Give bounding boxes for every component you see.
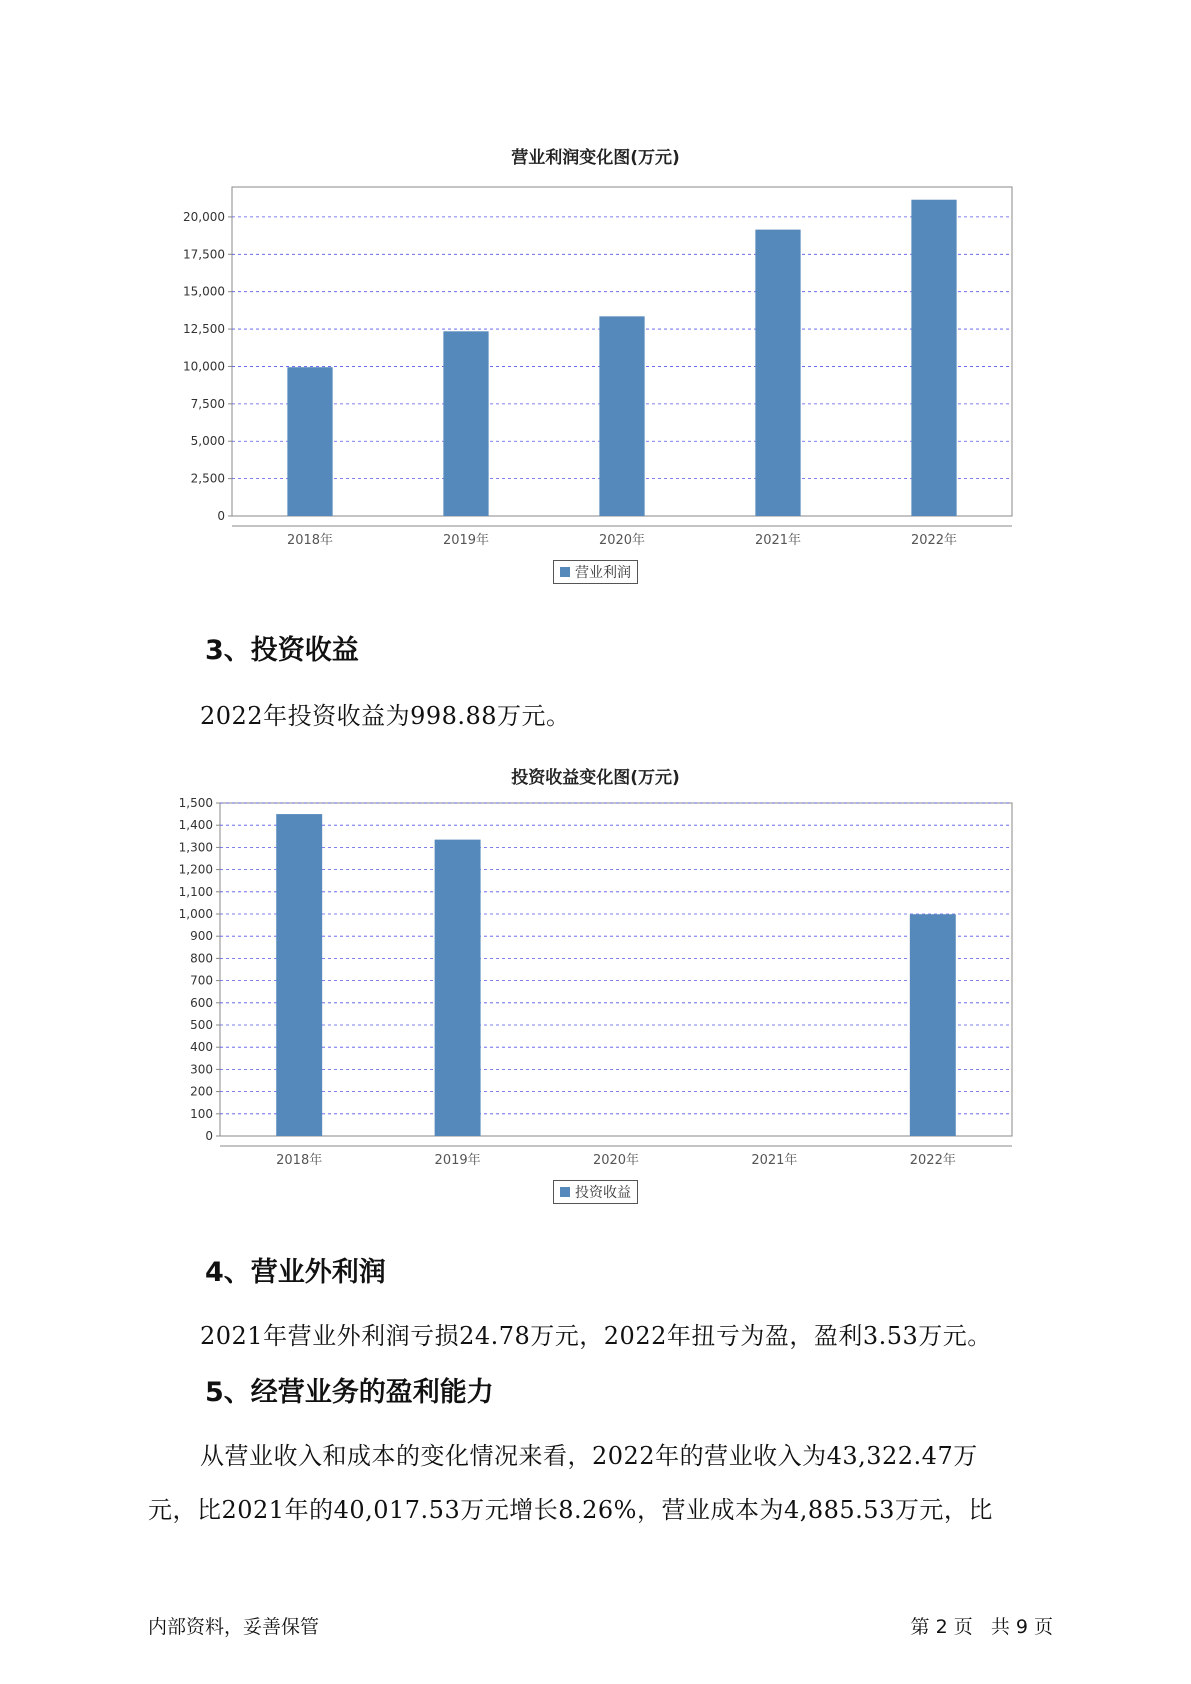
chart2-legend xyxy=(553,1180,638,1204)
chart2-title: 投资收益变化图(万元) xyxy=(511,768,680,788)
y-tick-label: 800 xyxy=(190,951,213,966)
y-tick-label: 500 xyxy=(190,1018,213,1032)
bar xyxy=(755,230,800,516)
chart1-legend xyxy=(553,560,638,584)
investment-income-chart xyxy=(0,798,1191,1178)
x-tick-label: 2022年 xyxy=(910,533,958,548)
y-tick-label: 400 xyxy=(190,1040,213,1055)
y-tick-label: 10,000 xyxy=(183,359,225,374)
bar xyxy=(276,814,322,1136)
x-tick-label: 2018年 xyxy=(276,1153,323,1168)
x-tick-label: 2021年 xyxy=(754,533,802,548)
x-tick-label: 2020年 xyxy=(598,533,646,548)
x-tick-label: 2018年 xyxy=(286,533,334,548)
y-tick-label: 5,000 xyxy=(190,434,225,449)
legend-swatch xyxy=(560,1187,570,1197)
bar xyxy=(435,840,481,1136)
y-tick-label: 20,000 xyxy=(183,209,225,224)
section-4-heading: 4、营业外利润 xyxy=(205,1257,386,1288)
chart1-legend-label: 营业利润 xyxy=(575,565,631,581)
bar xyxy=(287,367,332,516)
bar xyxy=(910,914,956,1136)
x-tick-label: 2019年 xyxy=(434,1153,481,1168)
y-tick-label: 1,300 xyxy=(178,840,213,855)
y-tick-label: 100 xyxy=(190,1106,213,1121)
bar xyxy=(599,316,644,516)
footer-confidential: 内部资料，妥善保管 xyxy=(148,1616,320,1638)
chart1-title: 营业利润变化图(万元) xyxy=(511,148,680,168)
section-5-line-1: 从营业收入和成本的变化情况来看，2022年的营业收入为43,322.47万 xyxy=(200,1442,978,1470)
x-tick-label: 2022年 xyxy=(909,1153,956,1168)
y-tick-label: 0 xyxy=(217,509,225,523)
y-tick-label: 300 xyxy=(190,1062,213,1077)
section-3-text: 2022年投资收益为998.88万元。 xyxy=(200,702,571,730)
y-tick-label: 1,000 xyxy=(178,907,213,921)
y-tick-label: 900 xyxy=(190,929,213,944)
y-tick-label: 1,400 xyxy=(178,818,213,833)
section-4-text: 2021年营业外利润亏损24.78万元，2022年扭亏为盈，盈利3.53万元。 xyxy=(200,1322,992,1350)
x-tick-label: 2021年 xyxy=(751,1153,798,1168)
y-tick-label: 700 xyxy=(190,973,213,988)
y-tick-label: 600 xyxy=(190,995,213,1010)
section-3-heading: 3、投资收益 xyxy=(205,635,359,666)
operating-profit-chart xyxy=(0,180,1191,560)
legend-swatch xyxy=(560,567,570,577)
section-5-heading: 5、经营业务的盈利能力 xyxy=(205,1377,494,1408)
y-tick-label: 200 xyxy=(190,1084,213,1099)
y-tick-label: 17,500 xyxy=(183,247,225,262)
section-5-line-2: 元，比2021年的40,017.53万元增长8.26%，营业成本为4,885.53万元，比 xyxy=(148,1496,993,1524)
y-tick-label: 2,500 xyxy=(190,471,225,486)
x-tick-label: 2020年 xyxy=(592,1153,640,1168)
y-tick-label: 12,500 xyxy=(183,322,225,337)
y-tick-label: 15,000 xyxy=(183,284,225,299)
bar xyxy=(443,331,488,516)
x-tick-label: 2019年 xyxy=(442,533,490,548)
footer-page-number: 第 2 页 共 9 页 xyxy=(910,1616,1053,1638)
y-tick-label: 1,100 xyxy=(178,884,213,899)
plot-area xyxy=(220,803,1012,1136)
y-tick-label: 1,200 xyxy=(178,862,213,877)
y-tick-label: 1,500 xyxy=(178,798,213,810)
bar xyxy=(911,200,956,516)
y-tick-label: 0 xyxy=(205,1129,213,1143)
y-tick-label: 7,500 xyxy=(190,396,225,411)
chart2-legend-label: 投资收益 xyxy=(575,1185,631,1201)
